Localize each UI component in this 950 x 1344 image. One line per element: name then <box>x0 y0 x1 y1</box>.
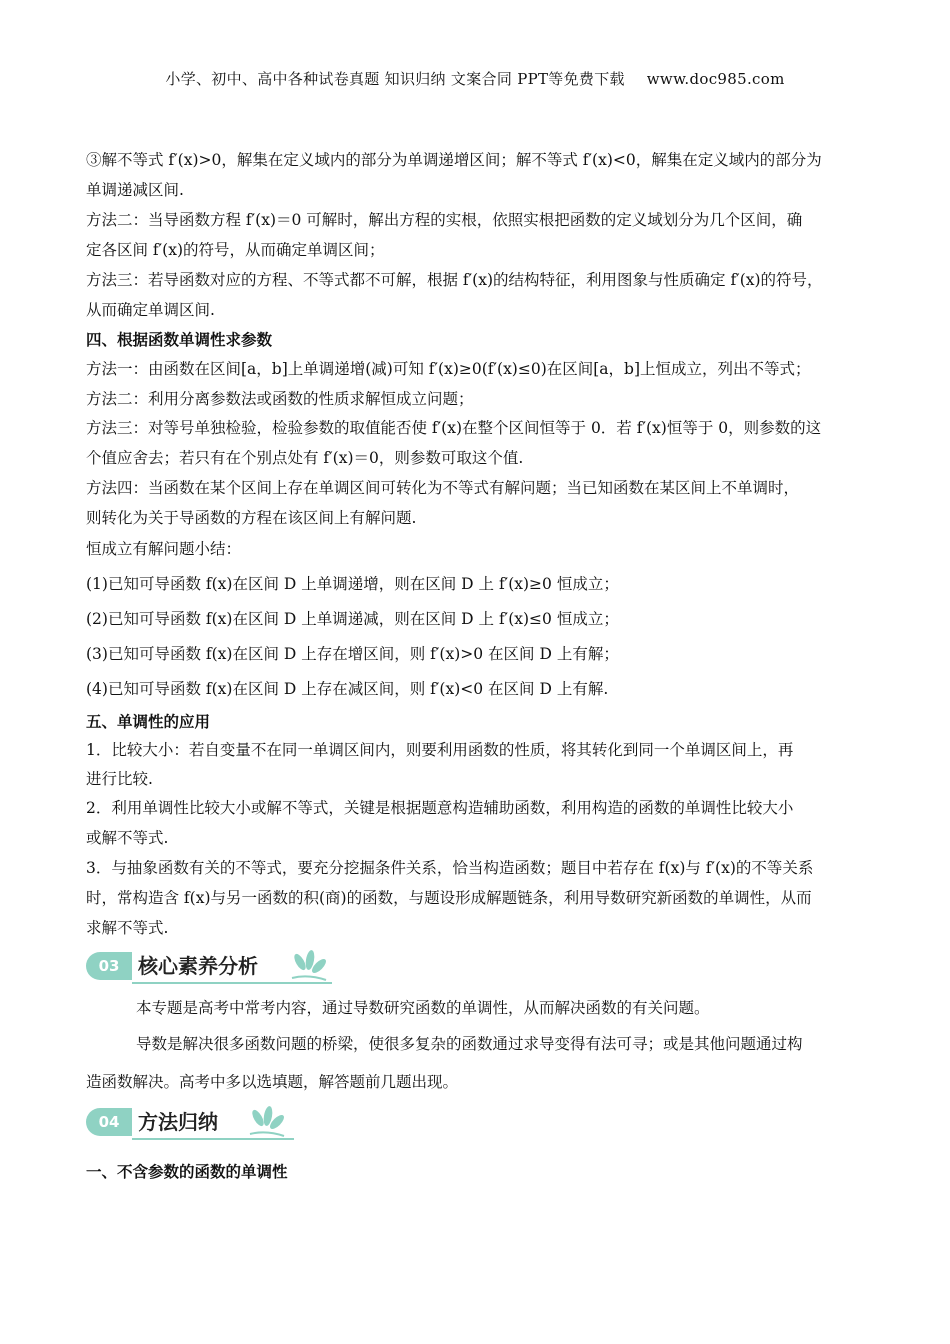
text-line: 定各区间 f′(x)的符号，从而确定单调区间； <box>86 241 385 259</box>
section-banner-03 <box>86 950 336 984</box>
text-line: 导数是解决很多函数问题的桥梁，使很多复杂的函数通过求导变得有法可寻；或是其他问题通过构 <box>136 1035 803 1053</box>
section-heading: 一、不含参数的函数的单调性 <box>86 1163 288 1181</box>
header-url[interactable]: www.doc985.com <box>646 70 785 88</box>
list-item: (2)已知可导函数 f(x)在区间 D 上单调递减，则在区间 D 上 f′(x)≤0 恒成立； <box>86 610 619 628</box>
text-line: 进行比较. <box>86 770 153 788</box>
text-line: 2．利用单调性比较大小或解不等式，关键是根据题意构造辅助函数，利用构造的函数的单调性比较大小 <box>86 799 794 817</box>
list-item: (4)已知可导函数 f(x)在区间 D 上存在减区间，则 f′(x)<0 在区间 D 上有解. <box>86 680 609 698</box>
banner-title: 核心素养分析 <box>138 954 258 978</box>
list-item: (1)已知可导函数 f(x)在区间 D 上单调递增，则在区间 D 上 f′(x)≥0 恒成立； <box>86 575 619 593</box>
text-line: 从而确定单调区间. <box>86 301 215 319</box>
text-line: 方法一：由函数在区间[a，b]上单调递增(减)可知 f′(x)≥0(f′(x)≤0)在区间[a，b]上恒成立，列出不等式； <box>86 360 811 378</box>
header-text: 小学、初中、高中各种试卷真题 知识归纳 文案合同 PPT等免费下载 <box>165 70 625 88</box>
banner-title: 方法归纳 <box>138 1110 218 1134</box>
text-line: 方法四：当函数在某个区间上存在单调区间可转化为不等式有解问题；当已知函数在某区间上不单调时， <box>86 479 800 497</box>
text-line: 方法二：利用分离参数法或函数的性质求解恒成立问题； <box>86 390 474 408</box>
banner-number: 04 <box>86 1108 132 1136</box>
text-line: 造函数解决。高考中多以选填题，解答题前几题出现。 <box>86 1073 459 1091</box>
section-heading: 五、单调性的应用 <box>86 713 211 731</box>
text-line: 1．比较大小：若自变量不在同一单调区间内，则要利用函数的性质，将其转化到同一个单调区间上，再 <box>86 741 794 759</box>
text-line: 或解不等式. <box>86 829 169 847</box>
banner-number: 03 <box>86 952 132 980</box>
text-line: 个值应舍去；若只有在个别点处有 f′(x)＝0，则参数可取这个值. <box>86 449 524 467</box>
text-line: ③解不等式 f′(x)>0，解集在定义域内的部分为单调递增区间；解不等式 f′(x)<0，解集在定义域内的部分为 <box>86 151 822 169</box>
section-banner-04 <box>86 1106 301 1140</box>
leaf-icon <box>286 948 332 984</box>
text-line: 3．与抽象函数有关的不等式，要充分挖掘条件关系，恰当构造函数；题目中若存在 f(x)与 f′(x)的不等关系 <box>86 859 814 877</box>
leaf-icon <box>244 1104 290 1140</box>
text-line: 求解不等式. <box>86 919 169 937</box>
text-line: 方法三：对等号单独检验，检验参数的取值能否使 f′(x)在整个区间恒等于 0．若 f′(x)恒等于 0，则参数的这 <box>86 419 822 437</box>
list-item: (3)已知可导函数 f(x)在区间 D 上存在增区间，则 f′(x)>0 在区间 D 上有解； <box>86 645 619 663</box>
section-heading: 四、根据函数单调性求参数 <box>86 331 273 349</box>
text-line: 方法二：当导函数方程 f′(x)＝0 可解时，解出方程的实根，依照实根把函数的定义域划分为几个区间，确 <box>86 211 803 229</box>
text-line: 则转化为关于导函数的方程在该区间上有解问题. <box>86 509 417 527</box>
text-line: 本专题是高考中常考内容，通过导数研究函数的单调性，从而解决函数的有关问题。 <box>136 999 710 1017</box>
text-line: 时，常构造含 f(x)与另一函数的积(商)的函数，与题设形成解题链条，利用导数研究新函数的单调性，从而 <box>86 889 812 907</box>
text-line: 单调递减区间. <box>86 181 184 199</box>
page-header <box>0 68 950 89</box>
text-line: 方法三：若导函数对应的方程、不等式都不可解，根据 f′(x)的结构特征，利用图象与性质确定 f′(x)的符号， <box>86 271 823 289</box>
text-line: 恒成立有解问题小结： <box>86 540 242 558</box>
